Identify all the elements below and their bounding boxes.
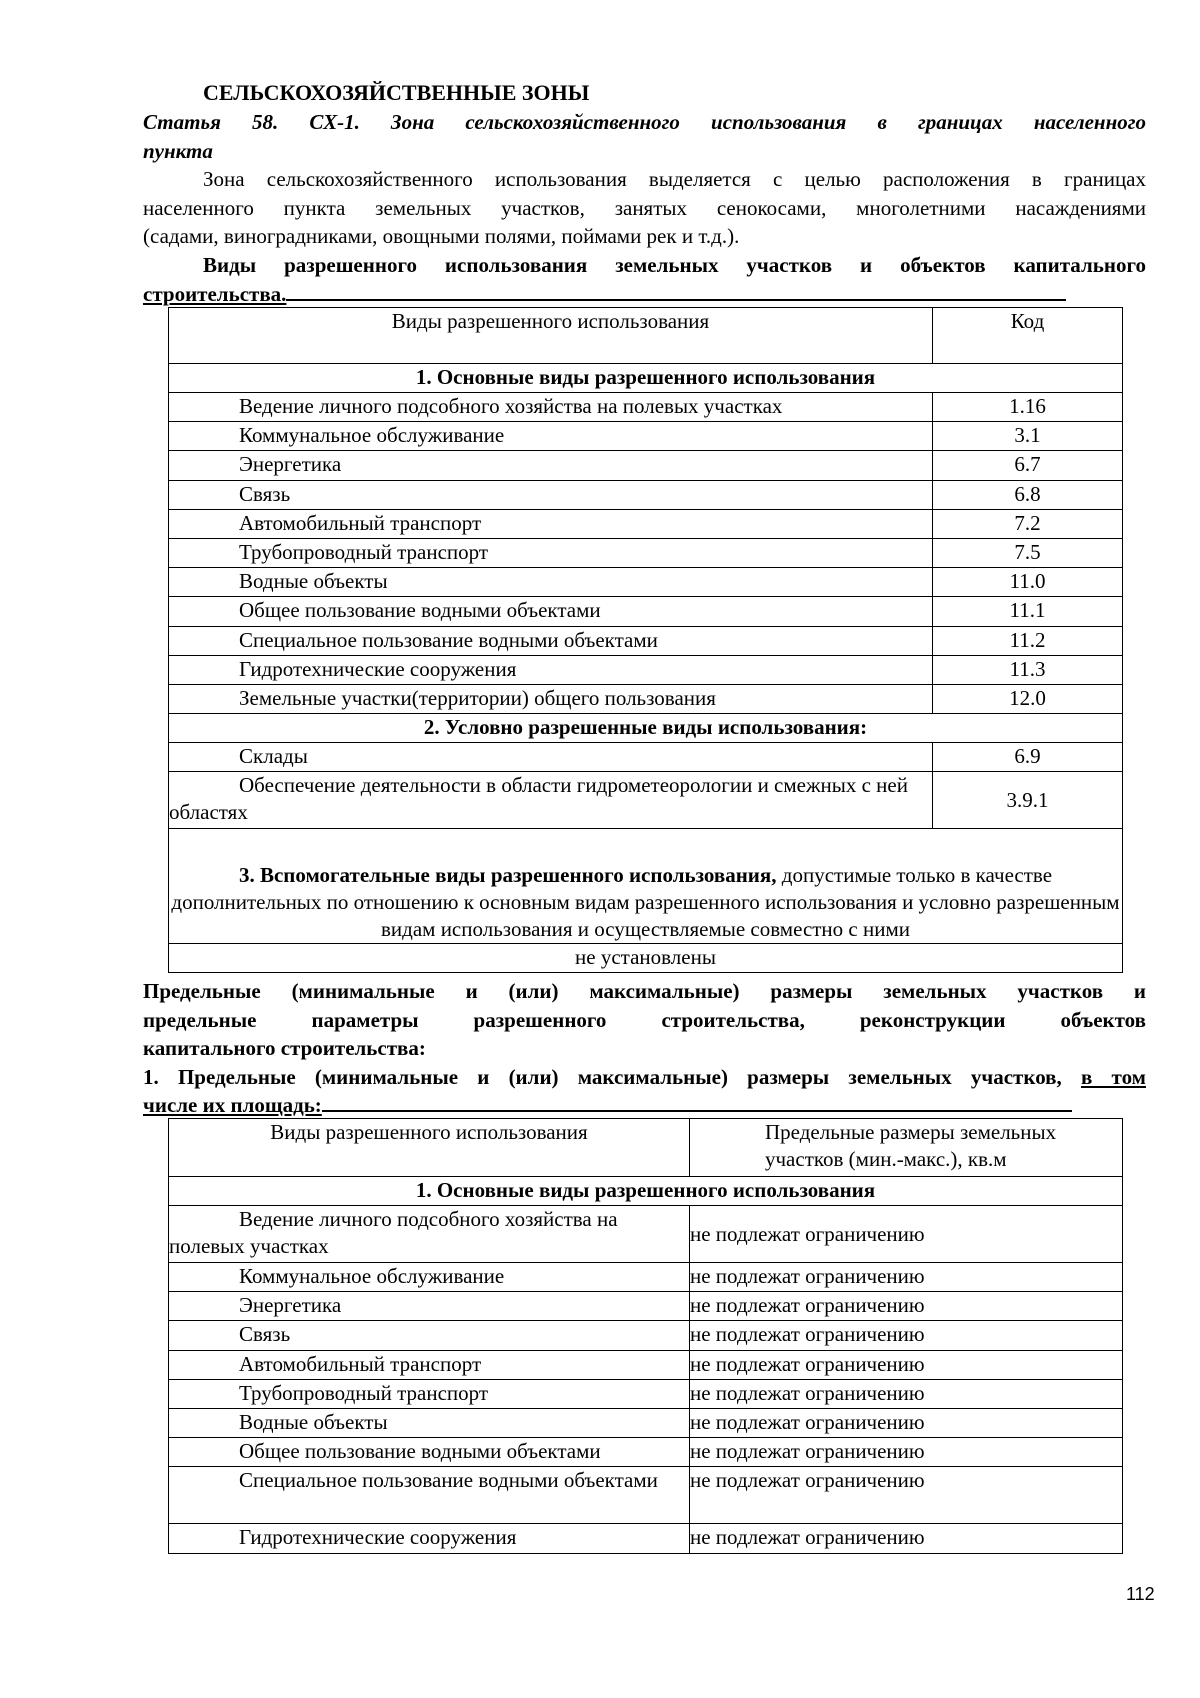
use-name: Коммунальное обслуживание <box>169 1263 690 1292</box>
use-name: Коммунальное обслуживание <box>169 422 933 451</box>
limits-heading-line3: капитального строительства: <box>143 1036 426 1060</box>
uses-heading-line2: строительства. <box>143 281 287 306</box>
section1-title: 1. Основные виды разрешенного использования <box>169 1177 1123 1206</box>
use-code: 6.8 <box>933 480 1123 509</box>
table-row <box>169 1524 1123 1553</box>
size-limit: не подлежат ограничению <box>690 1350 1123 1379</box>
section3-title: 3. Вспомогательные виды разрешенного использования, <box>238 863 777 888</box>
table-row <box>169 597 1123 626</box>
header-uses: Виды разрешенного использования <box>169 1119 690 1177</box>
table-row <box>169 480 1123 509</box>
size-limit: не подлежат ограничению <box>690 1467 1123 1524</box>
use-name: Автомобильный транспорт <box>169 1350 690 1379</box>
use-code: 11.0 <box>933 568 1123 597</box>
use-code: 11.2 <box>933 626 1123 655</box>
table-row <box>169 1263 1123 1292</box>
table-row <box>169 1438 1123 1467</box>
use-name: Ведение личного подсобного хозяйства на полевых участках <box>169 393 933 422</box>
section3-description: допустимые только в качестве дополнительных по отношению к основным видам разрешенного использования и условно разрешенным видам использования и осуществляемые совместно с ними <box>171 863 1120 942</box>
size-limit: не подлежат ограничению <box>690 1408 1123 1437</box>
intro-line3: (садами, виноградниками, овощными полями, поймами рек и т.д.). <box>143 224 740 248</box>
table-row <box>169 1379 1123 1408</box>
article-title-line2: пункта <box>143 138 213 163</box>
table-row <box>169 743 1123 772</box>
use-code: 11.1 <box>933 597 1123 626</box>
header-code: Код <box>933 308 1123 364</box>
use-name: Водные объекты <box>169 568 933 597</box>
use-name: Общее пользование водными объектами <box>169 597 933 626</box>
header-sizes: Предельные размеры земельных участков (мин.-макс.), кв.м <box>690 1119 1123 1177</box>
table-row <box>169 568 1123 597</box>
use-name: Энергетика <box>169 1292 690 1321</box>
section-heading: СЕЛЬСКОХОЗЯЙСТВЕННЫЕ ЗОНЫ <box>203 80 590 105</box>
table-row <box>169 509 1123 538</box>
table-row <box>169 772 1123 829</box>
table-row <box>169 451 1123 480</box>
sizes-heading-line1: 1. Предельные (минимальные и (или) максимальные) размеры земельных участков, <box>143 1064 1081 1089</box>
table-row <box>169 655 1123 684</box>
use-code: 6.9 <box>933 743 1123 772</box>
use-name: Общее пользование водными объектами <box>169 1438 690 1467</box>
use-code: 3.1 <box>933 422 1123 451</box>
table-row <box>169 1467 1123 1524</box>
size-limit: не подлежат ограничению <box>690 1379 1123 1408</box>
table-row <box>169 1206 1123 1263</box>
intro-line2: населенного пункта земельных участков, занятых сенокосами, многолетними насаждениями <box>143 195 1146 220</box>
use-name: Гидротехнические сооружения <box>169 1524 690 1553</box>
use-name: Трубопроводный транспорт <box>169 538 933 567</box>
intro-line1: Зона сельскохозяйственного использования выделяется с целью расположения в границах <box>203 167 1146 191</box>
table-row <box>169 684 1123 713</box>
limits-heading-line2: предельные параметры разрешенного строительства, реконструкции объектов <box>143 1007 1146 1032</box>
use-name: Обеспечение деятельности в области гидрометеорологии и смежных с ней областях <box>169 772 933 829</box>
use-name: Связь <box>169 1321 690 1350</box>
table-row <box>169 393 1123 422</box>
sizes-heading-line2: числе их площадь: <box>143 1093 322 1117</box>
article-title-line1: Статья 58. СХ-1. Зона сельскохозяйственного использования в границах населенного <box>143 110 1146 134</box>
table-row <box>169 626 1123 655</box>
underline-filler <box>286 299 1066 301</box>
table-row <box>169 1408 1123 1437</box>
underline-filler <box>322 1110 1072 1112</box>
permitted-uses-table <box>168 307 1123 973</box>
size-limit: не подлежат ограничению <box>690 1263 1123 1292</box>
use-code: 6.7 <box>933 451 1123 480</box>
use-name: Автомобильный транспорт <box>169 509 933 538</box>
use-code: 3.9.1 <box>933 772 1123 829</box>
section3-row <box>169 829 1123 944</box>
section3-value: не установлены <box>169 944 1123 973</box>
header-uses: Виды разрешенного использования <box>169 308 933 364</box>
limits-heading-line1: Предельные (минимальные и (или) максимальные) размеры земельных участков и <box>143 979 1146 1003</box>
use-code: 11.3 <box>933 655 1123 684</box>
size-limit: не подлежат ограничению <box>690 1321 1123 1350</box>
use-name: Ведение личного подсобного хозяйства на полевых участках <box>169 1206 690 1263</box>
use-name: Связь <box>169 480 933 509</box>
use-name: Земельные участки(территории) общего пользования <box>169 684 933 713</box>
use-code: 7.5 <box>933 538 1123 567</box>
use-name: Специальное пользование водными объектами <box>169 626 933 655</box>
size-limit: не подлежат ограничению <box>690 1438 1123 1467</box>
table-header-row <box>169 1119 1123 1177</box>
sizes-heading-underlined: в том <box>1080 1064 1146 1089</box>
table-row <box>169 1350 1123 1379</box>
use-code: 1.16 <box>933 393 1123 422</box>
plot-sizes-table <box>168 1118 1123 1554</box>
use-name: Трубопроводный транспорт <box>169 1379 690 1408</box>
uses-heading-line1: Виды разрешенного использования земельных участков и объектов капитального <box>203 253 1146 277</box>
size-limit: не подлежат ограничению <box>690 1206 1123 1263</box>
section1-title: 1. Основные виды разрешенного использования <box>169 364 1123 393</box>
use-name: Специальное пользование водными объектами <box>169 1467 690 1524</box>
table-row <box>169 538 1123 567</box>
table-row <box>169 1292 1123 1321</box>
use-code: 7.2 <box>933 509 1123 538</box>
use-code: 12.0 <box>933 684 1123 713</box>
size-limit: не подлежат ограничению <box>690 1292 1123 1321</box>
page-number: 112 <box>1126 1584 1155 1604</box>
size-limit: не подлежат ограничению <box>690 1524 1123 1553</box>
use-name: Склады <box>169 743 933 772</box>
use-name: Энергетика <box>169 451 933 480</box>
table-header-row <box>169 308 1123 364</box>
table-row <box>169 1321 1123 1350</box>
use-name: Гидротехнические сооружения <box>169 655 933 684</box>
section2-title: 2. Условно разрешенные виды использования: <box>169 714 1123 743</box>
use-name: Водные объекты <box>169 1408 690 1437</box>
table-row <box>169 422 1123 451</box>
